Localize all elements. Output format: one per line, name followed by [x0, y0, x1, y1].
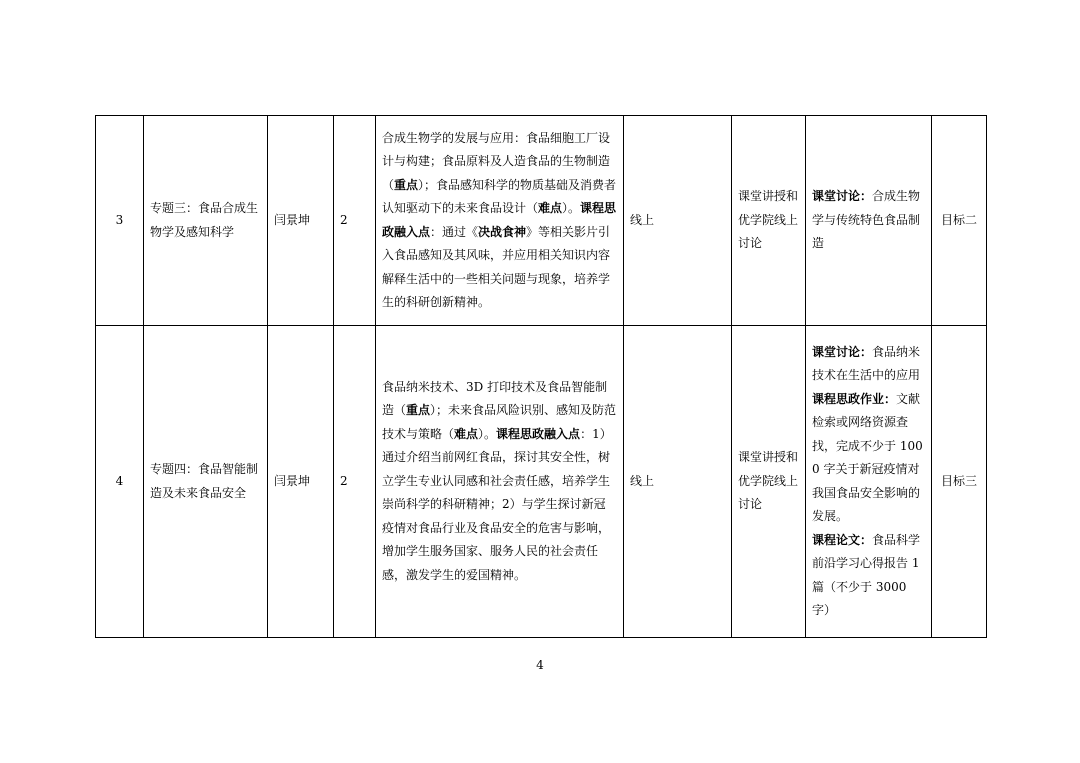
content-keyword: 决战食神 — [478, 224, 527, 239]
goal-cell: 目标二 — [932, 116, 987, 326]
mode-cell: 线上 — [624, 326, 732, 638]
assessment-cell — [806, 116, 932, 326]
content-cell — [376, 326, 624, 638]
content-cell — [376, 116, 624, 326]
assessment-label: 课堂讨论： — [812, 344, 873, 359]
hours-cell: 2 — [334, 116, 376, 326]
hours-cell: 2 — [334, 326, 376, 638]
mode-cell: 线上 — [624, 116, 732, 326]
assessment-text: 食品科学前沿学习心得报告 1 篇（不少于 3000 字） — [812, 532, 921, 617]
assessment-label: 课堂讨论： — [812, 189, 873, 204]
content-text: ）。 — [562, 201, 581, 215]
page-number: 4 — [536, 658, 544, 672]
goal-cell: 目标三 — [932, 326, 987, 638]
content-text: ：通过《 — [430, 224, 479, 239]
assessment-label: 课程思政作业： — [812, 391, 897, 406]
assessment-text: 食品纳米技术在生活中的应用 — [812, 344, 921, 382]
assessment-text: 文献检索或网络资源查找，完成不少于 1000 字关于新冠疫情对我国食品安全影响的发展。 — [812, 391, 923, 523]
content-text: 合成生物学的发展与应用：食品细胞工厂设计与构建；食品原料及人造食品的生物制造（ — [382, 130, 611, 192]
topic-cell: 专题四：食品智能制造及未来食品安全 — [144, 326, 268, 638]
row-number: 3 — [96, 116, 144, 326]
table-row — [96, 116, 987, 326]
table-row — [96, 326, 987, 638]
content-text: 食品纳米技术、3D 打印技术及食品智能制造（ — [382, 379, 608, 418]
assessment-text: 合成生物学与传统特色食品制造 — [812, 189, 921, 251]
content-text: ：1）通过介绍当前网红食品，探讨其安全性，树立学生专业认同感和社会责任感，培养学生崇尚科学的科研精神；2）与学生探讨新冠疫情对食品行业及食品安全的危害与影响，增加学生服务国家、服务人民的社会责任感，激发学生的爱国精神。 — [382, 426, 612, 582]
method-cell: 课堂讲授和优学院线上讨论 — [732, 326, 806, 638]
content-keyword: 课程思政融入点 — [382, 201, 617, 239]
assessment-cell — [806, 326, 932, 638]
method-cell: 课堂讲授和优学院线上讨论 — [732, 116, 806, 326]
content-keyword: 重点 — [394, 177, 419, 192]
content-keyword: 难点 — [538, 201, 563, 215]
teacher-cell: 闫景坤 — [268, 326, 334, 638]
row-number: 4 — [96, 326, 144, 638]
course-schedule-table — [95, 115, 987, 638]
content-text: ）。 — [478, 426, 497, 441]
content-text: ）；食品感知科学的物质基础及消费者认知驱动下的未来食品设计（ — [382, 177, 617, 215]
content-keyword: 难点 — [454, 426, 479, 441]
topic-cell: 专题三：食品合成生物学及感知科学 — [144, 116, 268, 326]
content-keyword: 重点 — [406, 403, 431, 418]
content-text: ）；未来食品风险识别、感知及防范技术与策略（ — [382, 403, 617, 441]
content-keyword: 课程思政融入点 — [496, 426, 581, 441]
teacher-cell: 闫景坤 — [268, 116, 334, 326]
assessment-label: 课程论文： — [812, 532, 873, 547]
content-text: 》等相关影片引入食品感知及其风味，并应用相关知识内容解释生活中的一些相关问题与现象，培养学生的科研创新精神。 — [382, 224, 611, 309]
